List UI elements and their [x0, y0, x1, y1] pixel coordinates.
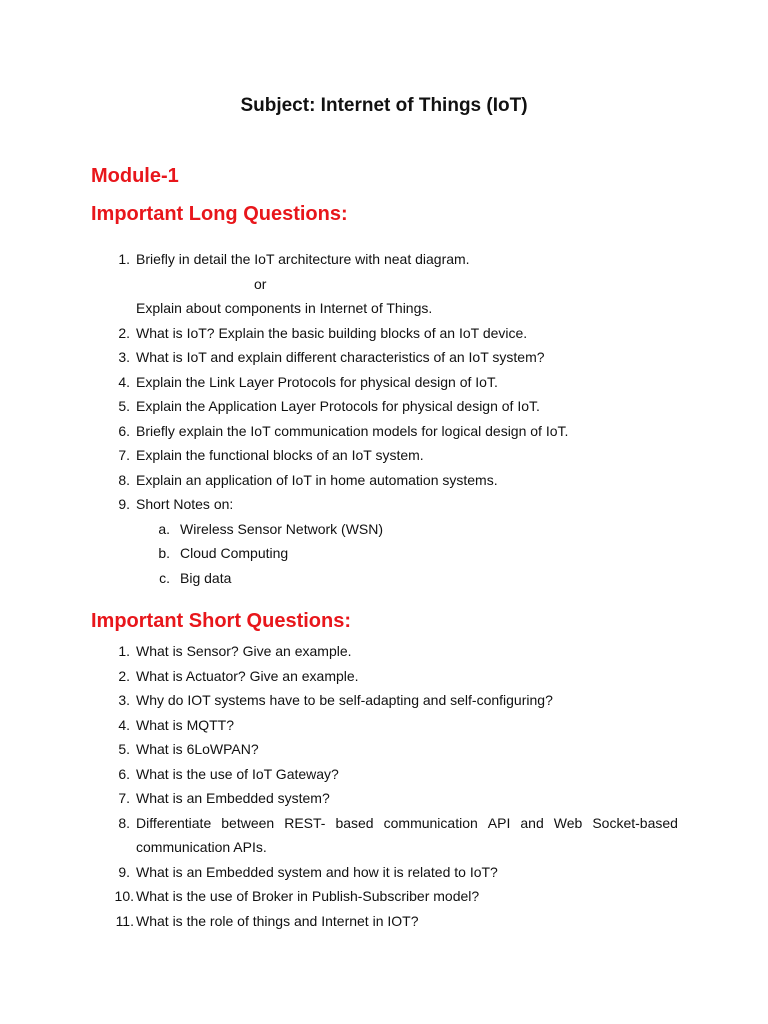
item-number: 1.	[118, 251, 130, 267]
item-text: What is MQTT?	[136, 716, 235, 733]
item-text: What is an Embedded system and how it is related to IoT?	[136, 863, 498, 880]
item-word: communication	[383, 814, 478, 831]
item-number: 3.	[118, 349, 130, 365]
list-item	[0, 863, 768, 888]
item-text: Briefly explain the IoT communication models for logical design of IoT.	[136, 422, 569, 439]
item-text: What is Actuator? Give an example.	[136, 667, 359, 684]
item-text: Why do IOT systems have to be self-adapting and self-configuring?	[136, 692, 553, 708]
item-word: Socket-based	[592, 814, 678, 831]
item-text: Explain the Link Layer Protocols for physical design of IoT.	[136, 373, 498, 390]
list-item	[0, 495, 768, 520]
sub-item-letter: b.	[158, 545, 170, 561]
list-item	[0, 765, 768, 790]
list-item	[0, 814, 768, 839]
item-number: 4.	[118, 716, 130, 733]
item-text: What is IoT? Explain the basic building blocks of an IoT device.	[136, 324, 528, 341]
list-item-alt	[0, 299, 768, 324]
item-text: What is the use of Broker in Publish-Subscriber model?	[136, 888, 480, 904]
item-text: What is an Embedded system?	[136, 790, 330, 806]
item-word: between	[221, 814, 275, 831]
list-item	[0, 667, 768, 692]
sub-item-letter: c.	[159, 569, 170, 586]
list-item	[0, 324, 768, 349]
item-text: communication APIs.	[136, 839, 267, 855]
list-item	[0, 471, 768, 496]
list-item	[0, 740, 768, 765]
sub-item-text: Wireless Sensor Network (WSN)	[180, 520, 384, 537]
sub-list-item	[0, 544, 768, 569]
sub-item-text: Cloud Computing	[180, 545, 289, 561]
sub-list-item	[0, 520, 768, 545]
item-number: 6.	[118, 422, 130, 439]
item-word: and	[520, 814, 544, 831]
item-number: 2.	[118, 324, 130, 341]
sub-item-text: Big data	[180, 569, 232, 586]
item-text: Explain the functional blocks of an IoT system.	[136, 447, 424, 463]
list-item	[0, 422, 768, 447]
list-item	[0, 250, 768, 275]
list-item	[0, 446, 768, 471]
item-word: REST-	[284, 814, 326, 831]
item-number: 10.	[114, 888, 134, 904]
list-item	[0, 348, 768, 373]
list-item	[0, 373, 768, 398]
justified-item-text	[136, 814, 678, 832]
item-number: 7.	[118, 447, 130, 463]
item-text: Explain an application of IoT in home automation systems.	[136, 471, 498, 488]
item-number: 9.	[118, 863, 130, 880]
item-text: What is 6LoWPAN?	[136, 741, 259, 757]
item-number: 8.	[118, 471, 130, 488]
item-word: Differentiate	[136, 814, 212, 831]
item-word: based	[335, 814, 374, 831]
item-number: 9.	[118, 496, 130, 512]
module-heading: Module-1	[91, 165, 179, 187]
item-number: 2.	[118, 667, 130, 684]
list-item-or	[0, 275, 768, 300]
item-number: 6.	[118, 765, 130, 782]
sub-list-item	[0, 569, 768, 594]
list-item	[0, 912, 768, 937]
item-text: What is Sensor? Give an example.	[136, 643, 352, 659]
page-title: Subject: Internet of Things (IoT)	[240, 95, 528, 116]
item-text: What is the role of things and Internet in IOT?	[136, 912, 419, 929]
long-questions-heading: Important Long Questions:	[91, 203, 348, 225]
item-text: Explain about components in Internet of Things.	[136, 300, 433, 316]
item-text: What is IoT and explain different characteristics of an IoT system?	[136, 349, 545, 365]
list-item-continuation	[0, 838, 768, 863]
list-item	[0, 397, 768, 422]
item-text: What is the use of IoT Gateway?	[136, 765, 339, 782]
sub-item-letter: a.	[158, 520, 170, 537]
item-text: Short Notes on:	[136, 496, 234, 512]
item-text: Briefly in detail the IoT architecture with neat diagram.	[136, 251, 470, 267]
item-number: 3.	[118, 692, 130, 708]
item-number: 8.	[118, 814, 130, 831]
item-number: 11.	[115, 912, 134, 929]
list-item	[0, 642, 768, 667]
list-item	[0, 789, 768, 814]
item-number: 5.	[118, 398, 130, 414]
list-item	[0, 691, 768, 716]
item-number: 5.	[118, 741, 130, 757]
item-text: Explain the Application Layer Protocols for physical design of IoT.	[136, 398, 540, 414]
or-text: or	[254, 275, 267, 292]
item-word: API	[487, 814, 511, 831]
list-item	[0, 716, 768, 741]
item-word: Web	[553, 814, 583, 831]
short-questions-heading: Important Short Questions:	[91, 610, 351, 632]
item-number: 7.	[118, 790, 130, 806]
item-number: 4.	[118, 373, 130, 390]
item-number: 1.	[118, 643, 130, 659]
list-item	[0, 887, 768, 912]
